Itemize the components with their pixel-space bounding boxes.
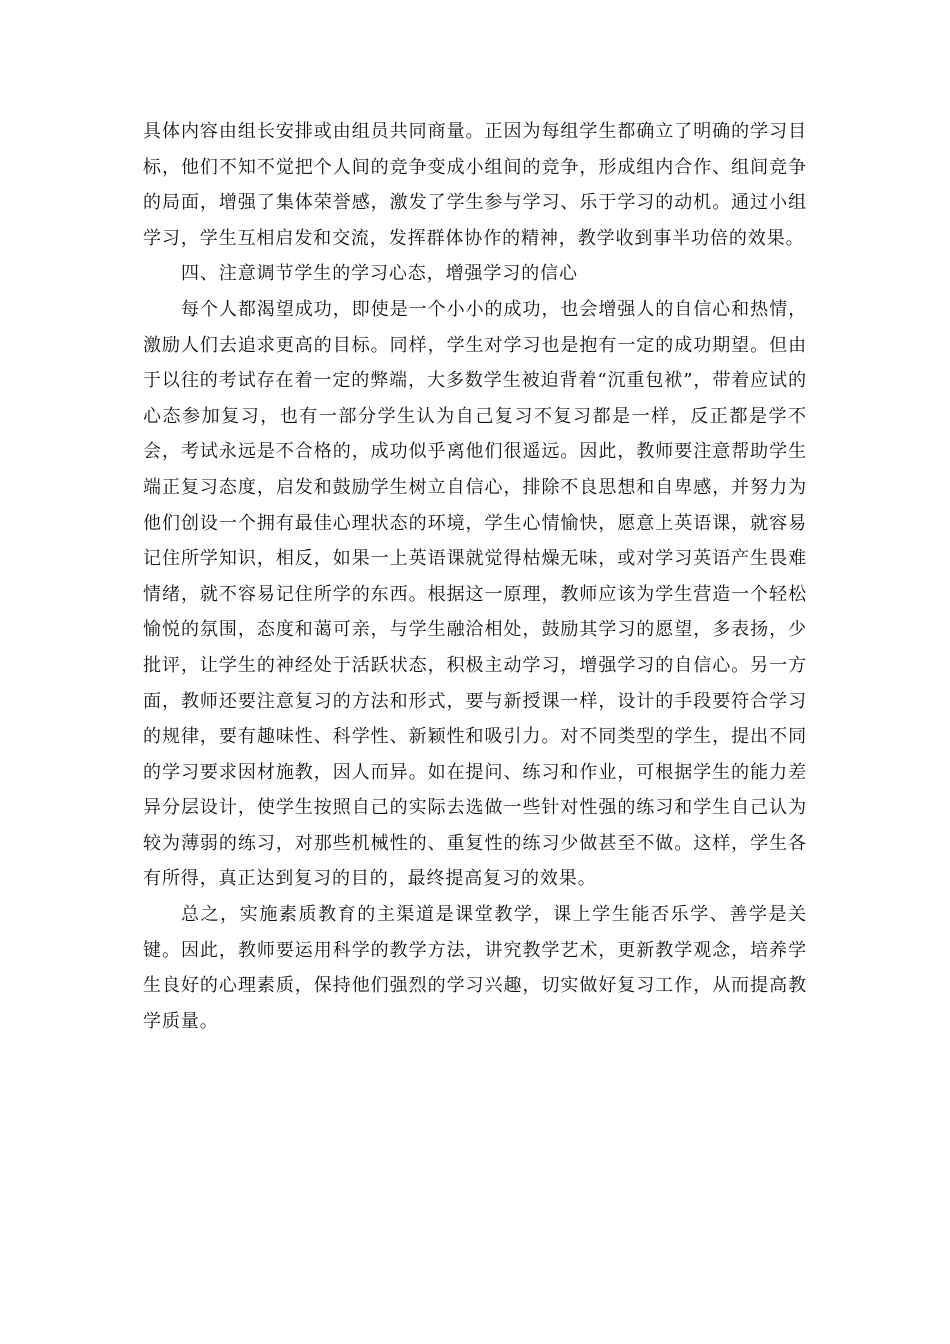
paragraph-continuation: 具体内容由组长安排或由组员共同商量。正因为每组学生都确立了明确的学习目标，他们不知不觉把个人间的竞争变成小组间的竞争，形成组内合作、组间竞争的局面，增强了集体荣誉感，激发了学生参与学习、乐于学习的动机。通过小组学习，学生互相启发和交流，发挥群体协作的精神，教学收到事半功倍的效果。 bbox=[143, 121, 807, 249]
paragraph-body: 每个人都渴望成功，即使是一个小小的成功，也会增强人的自信心和热情，激励人们去追求更高的目标。同样，学生对学习也是抱有一定的成功期望。但由于以往的考试存在着一定的弊端，大多数学生被迫背着“沉重包袱”，带着应试的心态参加复习，也有一部分学生认为自己复习不复习都是一样，反正都是学不会，考试永远是不合格的，成功似乎离他们很遥远。因此，教师要注意帮助学生端正复习态度，启发和鼓励学生树立自信心，排除不良思想和自卑感，并努力为他们创设一个拥有最佳心理状态的环境，学生心情愉快，愿意上英语课，就容易记住所学知识，相反，如果一上英语课就觉得枯燥无味，或对学习英语产生畏难情绪，就不容易记住所学的东西。根据这一原理，教师应该为学生营造一个轻松愉悦的氛围，态度和蔼可亲，与学生融洽相处，鼓励其学习的愿望，多表扬，少批评，让学生的神经处于活跃状态，积极主动学习，增强学习的自信心。另一方面，教师还要注意复习的方法和形式，要与新授课一样，设计的手段要符合学习的规律，要有趣味性、科学性、新颖性和吸引力。对不同类型的学生，提出不同的学习要求因材施教，因人而异。如在提问、练习和作业，可根据学生的能力差异分层设计，使学生按照自己的实际去选做一些针对性强的练习和学生自己认为较为薄弱的练习，对那些机械性的、重复性的练习少做甚至不做。这样，学生各有所得，真正达到复习的目的，最终提高复习的效果。 bbox=[143, 298, 807, 890]
section-heading: 四、注意调节学生的学习心态，增强学习的信心 bbox=[181, 263, 578, 285]
paragraph-conclusion: 总之，实施素质教育的主渠道是课堂教学，课上学生能否乐学、善学是关键。因此，教师要运用科学的教学方法，讲究教学艺术，更新教学观念，培养学生良好的心理素质，保持他们强烈的学习兴趣，切实做好复习工作，从而提高教学质量。 bbox=[143, 904, 807, 1032]
document-body bbox=[143, 114, 807, 1039]
